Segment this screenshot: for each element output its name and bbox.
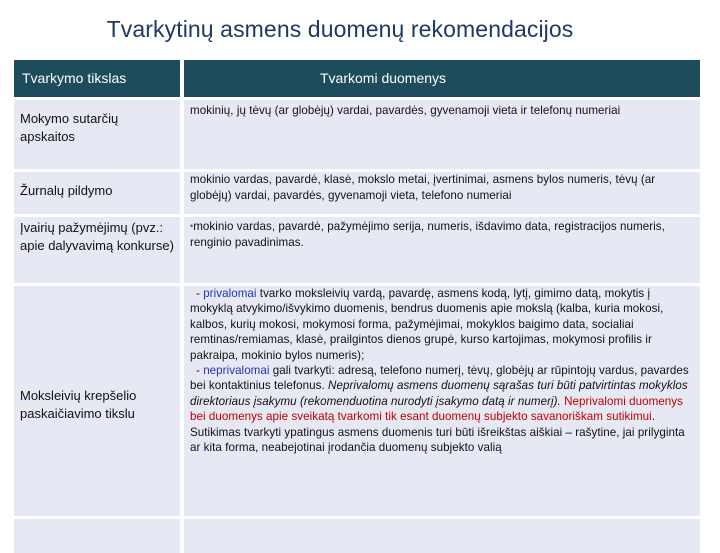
- bullet-icon: •: [190, 221, 194, 231]
- basket-purpose-text: Moksleivių krepšelio paskaičiavimo tikslu: [20, 388, 137, 421]
- header-purpose: Tvarkymo tikslas: [14, 60, 180, 97]
- consent-ending: . Sutikimas tvarkyti ypatingus asmens duomenis turi būti išreikštas aiškiai – rašytine, jai prilyginta ar kita forma, neabejotinai įrodančia duomenų subjekto valią: [190, 410, 685, 455]
- optional-label: neprivalomai: [203, 364, 270, 378]
- journals-text: mokinio vardas, pavardė, klasė, mokslo metai, įvertinimai, asmens bylos numeris, tėvų (ar globėjų) vardai, pavardės, gyvenamoji vieta, telefono numeriai: [190, 173, 656, 202]
- certificates-text: mokinio vardas, pavardė, pažymėjimo serija, numeris, išdavimo data, registracijos numeris, renginio pavadinimas.: [190, 220, 665, 249]
- health-consent-note: Neprivalomi duomenys bei duomenys apie sveikatą tvarkomi tik esant duomenų subjekto savanoriškam sutikimui: [190, 394, 683, 424]
- optional-note: Neprivalomų asmens duomenų sąrašas turi būti patvirtintas mokyklos direktoriaus įsakymu (rekomenduotina nurodyti įsakymo datą ir numerį).: [190, 379, 688, 408]
- mandatory-label: privalomai: [203, 287, 257, 300]
- mandatory-text: tvarko moksleivių vardą, pavardę, asmens kodą, lytį, gimimo datą, mokytis į mokyklą atvykimo/išvykimo duomenis, bendrus duomenis apie mokslą (kalba, kuria mokosi, kalbos, kurių mokosi, mokymosi forma, pažymėjimai, mokyklos baigimo data, socialiai remtinas/remiamas, klasė, prailgintos dienos grupė, kurso kartojimas, mokymosi profilis ir pakraipa, mokinio bylos numeris);: [190, 287, 664, 362]
- row-data-basket: [184, 286, 700, 516]
- dash-mandatory: -: [196, 287, 204, 300]
- row-purpose-contracts: Mokymo sutarčių apskaitos: [14, 100, 180, 169]
- row-data-contracts: mokinių, jų tėvų (ar globėjų) vardai, pavardės, gyvenamoji vieta ir telefonų numeriai: [184, 100, 700, 169]
- optional-text: gali tvarkyti: adresą, telefono numerį, tėvų, globėjų ar rūpintojų vardus, pavardes bei kontaktinius telefonus.: [190, 364, 689, 393]
- row-purpose-empty: [14, 519, 180, 553]
- row-purpose-certificates: Įvairių pažymėjimų (pvz.: apie dalyvavimą konkurse): [14, 217, 180, 283]
- row-data-empty: [184, 519, 700, 553]
- row-purpose-basket: [14, 286, 180, 516]
- row-data-certificates: [184, 217, 700, 283]
- row-data-journals: [184, 172, 700, 214]
- row-purpose-journals: Žurnalų pildymo: [14, 172, 180, 214]
- dash-optional: -: [196, 364, 204, 378]
- page-title: Tvarkytinų asmens duomenų rekomendacijos: [106, 16, 574, 42]
- data-table: [14, 60, 700, 538]
- header-data: Tvarkomi duomenys: [184, 60, 700, 97]
